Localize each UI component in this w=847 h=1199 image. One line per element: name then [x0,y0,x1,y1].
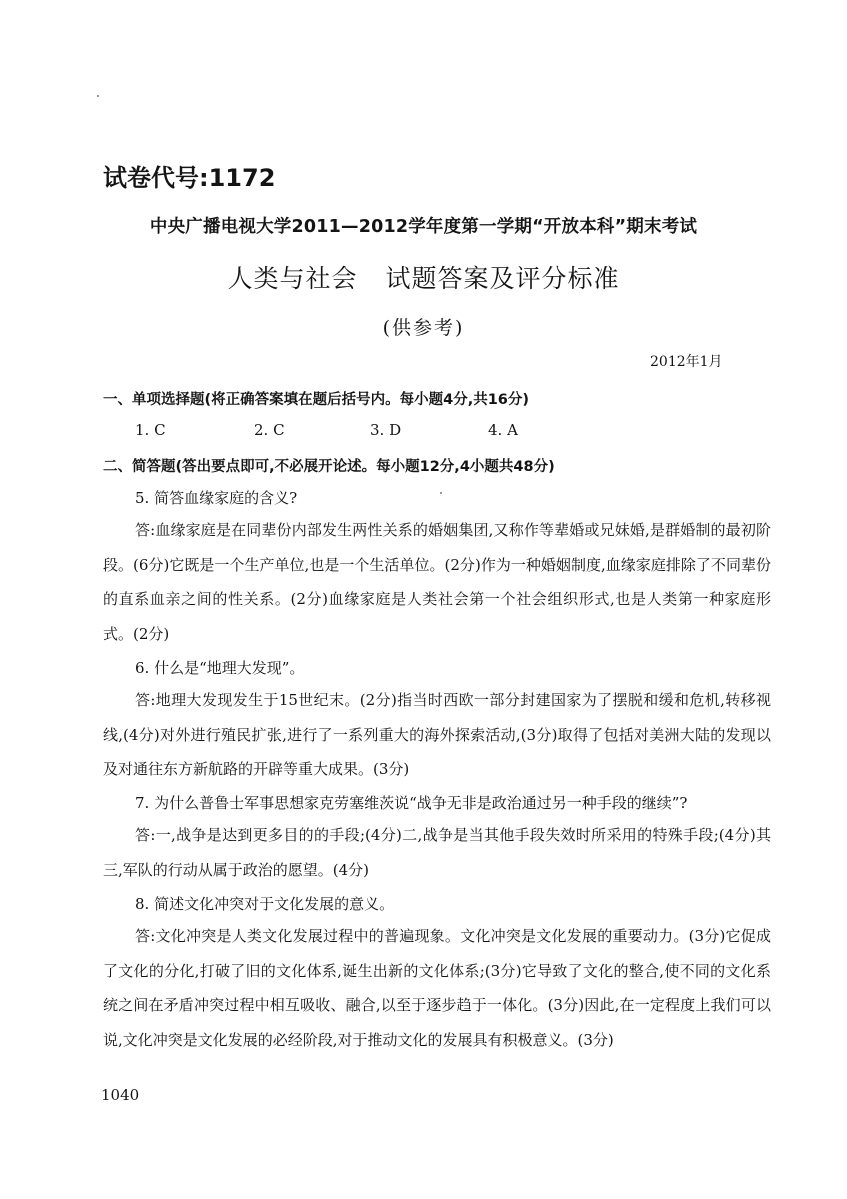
reference-note: (供参考) [382,317,465,339]
question-8: 8. 简述文化冲突对于文化发展的意义。 [135,895,395,913]
answer-2: 2. C [254,421,285,439]
answer-3: 3. D [370,421,402,439]
question-6: 6. 什么是“地理大发现”。 [135,659,305,677]
scan-speck [97,95,99,97]
answer-6: 答:地理大发现发生于15世纪末。(2分)指当时西欧一部分封建国家为了摆脱和缓和危机,转移视线,(4分)对外进行殖民扩张,进行了一系列重大的海外探索活动,(3分)取得了包括对美洲大陆的发现以及对通往东方新航路的开辟等重大成果。(3分) [103,691,771,778]
exam-title: 中央广播电视大学2011—2012学年度第一学期“开放本科”期末考试 [149,217,698,237]
exam-date: 2012年1月 [650,354,723,370]
answer-1: 1. C [135,421,166,439]
document-title [0,259,847,295]
subject-name: 人类与社会 [227,264,358,293]
doc-type: 试题答案及评分标准 [385,264,620,293]
scan-speck [440,492,442,494]
question-7: 7. 为什么普鲁士军事思想家克劳塞维茨说“战争无非是政治通过另一种手段的继续”? [135,794,688,812]
page-number: 1040 [101,1086,140,1104]
section-1-heading: 一、单项选择题(将正确答案填在题后括号内。每小题4分,共16分) [103,392,530,408]
section-2-heading: 二、简答题(答出要点即可,不必展开论述。每小题12分,4小题共48分) [103,459,555,475]
answer-8: 答:文化冲突是人类文化发展过程中的普遍现象。文化冲突是文化发展的重要动力。(3分)它促成了文化的分化,打破了旧的文化体系,诞生出新的文化体系;(3分)它导致了文化的整合,使不同的文化系统之间在矛盾冲突过程中相互吸收、融合,以至于逐步趋于一体化。(3分)因此,在一定程度上我们可以说,文化冲突是文化发展的必经阶段,对于推动文化的发展具有积极意义。(3分) [103,927,771,1049]
paper-code: 试卷代号:1172 [103,164,276,192]
answer-5: 答:血缘家庭是在同辈份内部发生两性关系的婚姻集团,又称作等辈婚或兄妹婚,是群婚制的最初阶段。(6分)它既是一个生产单位,也是一个生活单位。(2分)作为一种婚姻制度,血缘家庭排除了不同辈份的直系血亲之间的性关系。(2分)血缘家庭是人类社会第一个社会组织形式,也是人类第一种家庭形式。(2分) [103,521,771,643]
answer-4: 4. A [488,421,518,439]
question-5: 5. 简答血缘家庭的含义? [135,489,298,507]
answer-7: 答:一,战争是达到更多目的的手段;(4分)二,战争是当其他手段失效时所采用的特殊手段;(4分)其三,军队的行动从属于政治的愿望。(4分) [103,826,771,879]
